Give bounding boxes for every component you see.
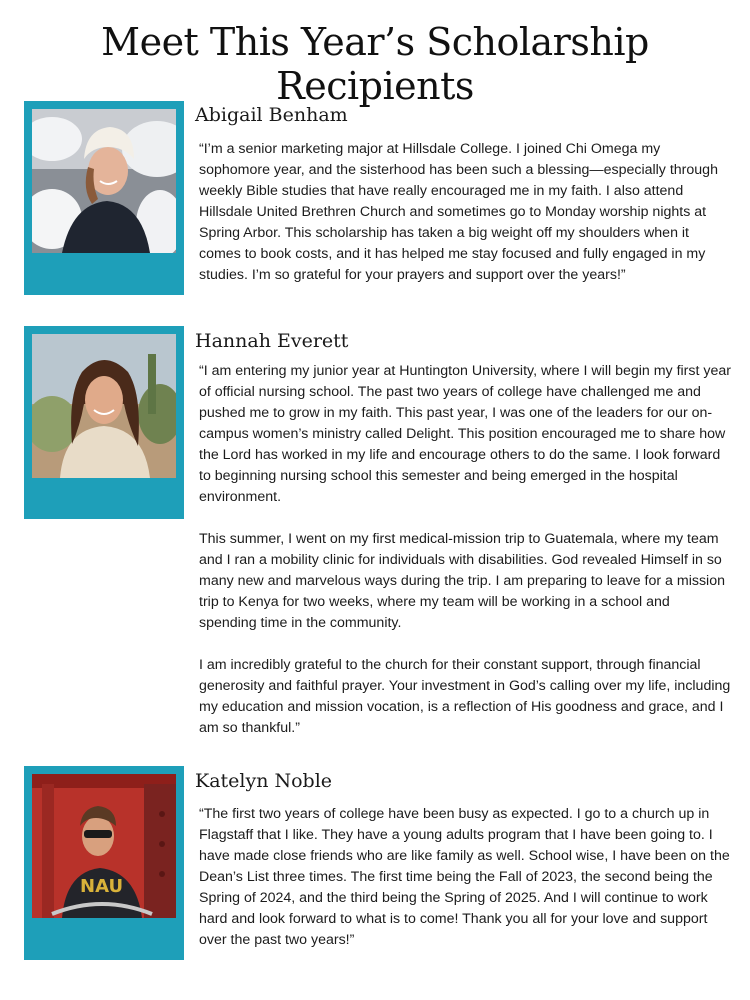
recipient-quote: [199, 139, 731, 286]
svg-text:NAU: NAU: [80, 876, 124, 897]
quote-paragraph: “I’m a senior marketing major at Hillsdale College. I joined Chi Omega my sophomore year, and the sisterhood has been such a blessing—especially through weekly Bible studies that have really encouraged me in my faith. I also attend Hillsdale United Brethren Church and sometimes go to Monday worship nights at Spring Arbor. This scholarship has taken a big weight off my shoulders when it comes to book costs, and it has helped me stay focused and fully engaged in my studies. I’m so grateful for your prayers and support over the years!”: [199, 141, 718, 283]
quote-paragraph: “I am entering my junior year at Huntington University, where I will begin my first year of official nursing school. The past two years of college have challenged me and pushed me to grow in my faith. This past year, I was one of the leaders for our on-campus women’s ministry called Delight. This position encouraged me to share how the Lord has worked in my life and encourage others to do the same. I look forward to beginning nursing school this semester and being emerged in the hospital environment.: [199, 363, 731, 505]
recipient-photo-frame-abigail: [24, 101, 184, 295]
recipient-name: Hannah Everett: [195, 330, 349, 352]
recipient-photo-abigail: [32, 109, 176, 253]
recipient-photo-frame-hannah: [24, 326, 184, 519]
recipient-photo-frame-katelyn: [24, 766, 184, 960]
recipient-quote: [199, 361, 731, 739]
recipient-name: Abigail Benham: [195, 104, 348, 126]
page-title: Meet This Year’s Scholarship Recipients: [101, 20, 649, 108]
recipient-photo-hannah: [32, 334, 176, 478]
recipient-quote: [199, 804, 731, 951]
quote-paragraph: I am incredibly grateful to the church for their constant support, through financial generosity and faithful prayer. Your investment in God’s calling over my life, including my education and mission vocation, is a reflection of His goodness and grace, and I am so thankful.”: [199, 657, 731, 736]
recipient-name: Katelyn Noble: [195, 770, 333, 792]
recipient-photo-katelyn: [32, 774, 176, 918]
quote-paragraph: This summer, I went on my first medical-mission trip to Guatemala, where my team and I ran a mobility clinic for individuals with disabilities. God revealed Himself in so many new and marvelous ways during the trip. I am preparing to leave for a mission trip to Kenya for two weeks, where my team will be working in a school and spending time in the community.: [199, 531, 725, 631]
quote-paragraph: “The first two years of college have been busy as expected. I go to a church up in Flagstaff that I like. They have a young adults program that I have been going to. I have made close friends who are like family as well. School wise, I have been on the Dean’s List three times. The first time being the Fall of 2023, the second being the Spring of 2024, and the third being the Spring of 2025. And I will continue to work hard and look forward to what is to come! Thank you all for your love and support over the past two years!”: [199, 806, 730, 948]
